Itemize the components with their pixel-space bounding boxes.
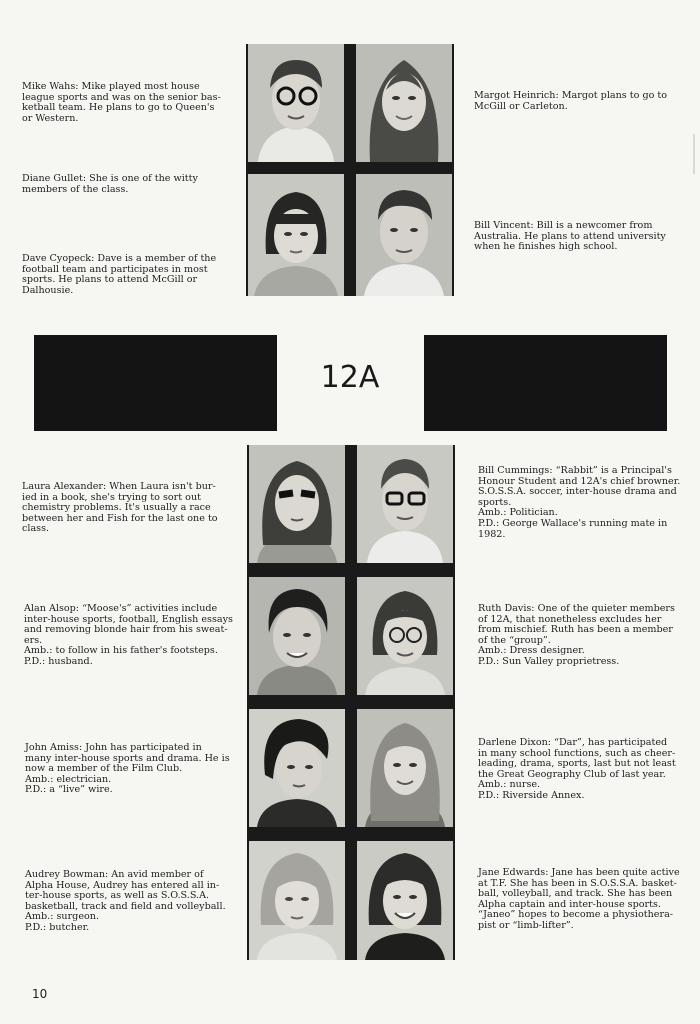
bio-alan-alsop: Alan Alsop: “Moose's” activities include inter-house sports, football, English essays and removing blonde hair from his sweat- ers. Amb.: to follow in his father's footsteps. P.D.: husband.: [24, 603, 233, 667]
bio-bill-cummings: Bill Cummings: “Rabbit” is a Principal's Honour Student and 12A's chief browner. S.O.S.S.A. soccer, inter-house drama and sports. Amb.: Politician. P.D.: George Wallace's running mate in 1982.: [478, 465, 681, 540]
bio-john-amiss: John Amiss: John has participated in many inter-house sports and drama. He is now a member of the Film Club. Amb.: electrician. P.D.: a “live” wire.: [25, 742, 230, 796]
portrait-john-amiss: [249, 709, 345, 827]
portrait-laura-alexander: [249, 445, 345, 563]
bio-dave-cyopeck: Dave Cyopeck: Dave is a member of the football team and participates in most sports. He plans to attend McGill or Dalhousie.: [22, 253, 217, 296]
bio-darlene-dixon: Darlene Dixon: “Dar”, has participated in many school functions, such as cheer- leading, drama, sports, last but not least the Great Geography Club of last year. Amb.: nurse. P.D.: Riverside Annex.: [478, 737, 676, 801]
portrait-bill-vincent: [356, 174, 452, 296]
bio-ruth-davis: Ruth Davis: One of the quieter members of 12A, that nonetheless excludes her from mischief. Ruth has been a member of the “group”. Amb.: Dress designer. P.D.: Sun Valley proprietress.: [478, 603, 675, 667]
portrait-diane-gullet: [248, 174, 344, 296]
banner-bar-right: [424, 335, 667, 431]
portrait-mike-wahs: [248, 44, 344, 162]
portrait-margot-heinrich: [356, 44, 452, 162]
class-title: 12A: [320, 360, 380, 395]
banner-bar-left: [34, 335, 277, 431]
portrait-ruth-davis: [357, 577, 453, 695]
top-photo-grid: [246, 44, 454, 296]
portrait-bill-cummings: [357, 445, 453, 563]
portrait-alan-alsop: [249, 577, 345, 695]
page-number: 10: [32, 987, 48, 1001]
bio-diane-gullet: Diane Gullet: She is one of the witty members of the class.: [22, 173, 198, 195]
portrait-audrey-bowman: [249, 841, 345, 960]
bio-bill-vincent: Bill Vincent: Bill is a newcomer from Australia. He plans to attend university when he finishes high school.: [474, 220, 666, 253]
page-edge-mark: [693, 134, 695, 174]
portrait-jane-edwards: [357, 841, 453, 960]
bio-margot-heinrich: Margot Heinrich: Margot plans to go to McGill or Carleton.: [474, 90, 668, 112]
class-photo-grid: [247, 445, 455, 960]
bio-mike-wahs: Mike Wahs: Mike played most house league sports and was on the senior bas- ketball team. He plans to go to Queen's or Western.: [22, 81, 221, 124]
bio-audrey-bowman: Audrey Bowman: An avid member of Alpha House, Audrey has entered all in- ter-house sports, as well as S.O.S.S.A. basketball, track and field and volleyball. Amb.: surgeon. P.D.: butcher.: [25, 869, 226, 933]
bio-jane-edwards: Jane Edwards: Jane has been quite active at T.F. She has been in S.O.S.S.A. basket- ball, volleyball, and track. She has been Alpha captain and inter-house sports. “Janeo” hopes to become a physiothera- pist or “limb-lifter”.: [478, 867, 680, 931]
bio-laura-alexander: Laura Alexander: When Laura isn't bur- ied in a book, she's trying to sort out chemistry problems. It's usually a race between her and Fish for the last one to class.: [22, 481, 218, 535]
portrait-darlene-dixon: [357, 709, 453, 827]
